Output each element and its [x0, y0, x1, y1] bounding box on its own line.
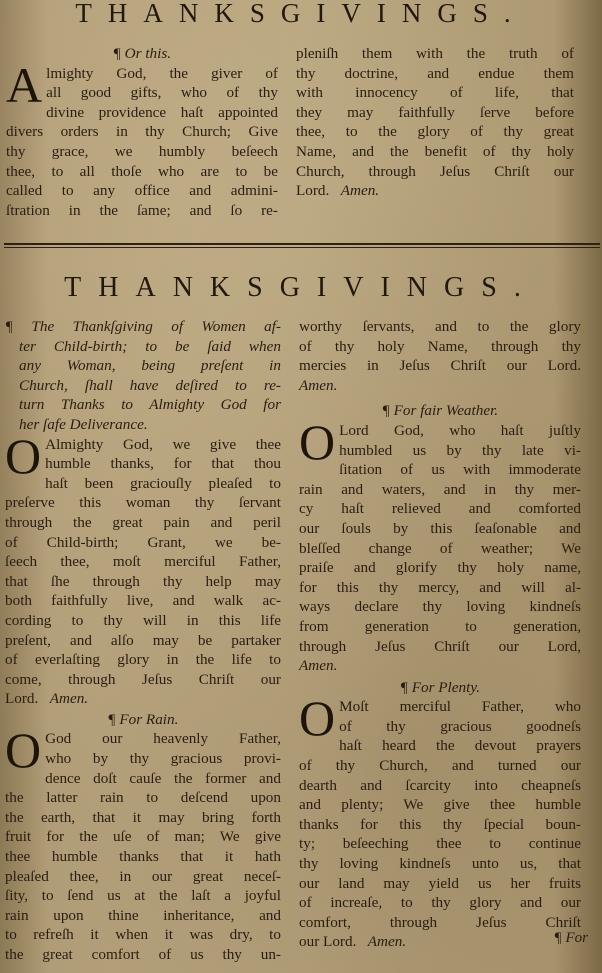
prayer-line: haſt been graciouſly pleaſed to: [45, 474, 281, 492]
section-divider-thin: [4, 247, 600, 248]
prayer-line: thanks for this thy ſpecial boun-: [299, 815, 581, 833]
prayer-end-text: our Lord.: [299, 933, 357, 951]
prayer-line: preſent, and alſo may be partaker: [5, 631, 281, 649]
amen: Amen.: [299, 376, 338, 394]
prayer-line: from generation to generation,: [299, 617, 581, 635]
prayer-line: to refreſh it when it was dry, to: [5, 926, 281, 944]
prayer-end-text: Lord.: [5, 690, 39, 708]
prayer-line: cy haſt relieved and comforted: [299, 500, 581, 518]
prayer-end-line: [5, 689, 281, 709]
prayer-line: the great comfort of us thy un-: [5, 946, 281, 963]
catchword: ¶ For: [553, 930, 588, 946]
prayer-line: of everlaſting glory in the life to: [5, 651, 281, 669]
prayer-line: called to any office and admini-: [6, 182, 278, 200]
rubric-women-line: Church, ſhall have deſired to re-: [19, 376, 281, 394]
prayer-line: and plenty; We give thee humble: [299, 796, 581, 814]
prayer-line: through the great pain and peril: [5, 513, 281, 531]
lower-column-left: [5, 317, 281, 965]
amen: Amen.: [49, 690, 89, 708]
prayer-line: God our heavenly Father,: [45, 730, 281, 748]
prayer-end-line: [299, 932, 581, 952]
prayer-line: divers orders in thy Church; Give: [6, 123, 278, 141]
prayer-line: fruit for the uſe of man; We give: [5, 828, 281, 846]
drop-cap: O: [5, 722, 42, 779]
prayer-line: divine providence haſt appointed: [46, 103, 278, 121]
prayer-line: dearth and ſcarcity into cheapneſs: [299, 776, 581, 794]
section-or-this-column-right: [296, 44, 574, 201]
prayer-line: pleniſh them with the truth of: [296, 45, 574, 62]
prayer-line: haſt heard the devout prayers: [339, 737, 581, 755]
prayer-line: praiſe and glorify thy holy name,: [299, 559, 581, 577]
prayer-line: Lord God, who haſt juſtly: [339, 421, 581, 439]
rubric-women-line: ¶ The Thankſgiving of Women af-: [5, 318, 281, 335]
rubric-women-line: turn Thanks to Almighty God for: [19, 396, 281, 414]
prayer-line: preſerve this woman thy ſervant: [5, 494, 281, 512]
drop-cap: O: [299, 413, 336, 470]
prayer-line: mercies in Jeſus Chriſt our Lord.: [299, 357, 581, 375]
section-divider: [4, 243, 600, 245]
prayer-line: Almighty God, we give thee: [45, 435, 281, 453]
rubric-rain: ¶ For Rain.: [107, 710, 179, 728]
prayer-line: of thy holy Name, through thy: [299, 337, 581, 355]
prayer-line: that ſhe through thy help may: [5, 572, 281, 590]
prayer-end-line: [296, 181, 574, 201]
prayer-line: the latter rain to deſcend upon: [5, 789, 281, 807]
prayer-line: the earth, that it may bring forth: [5, 808, 281, 826]
rubric-plenty: ¶ For Plenty.: [399, 678, 481, 696]
lower-column-right: [299, 317, 581, 952]
drop-cap: A: [6, 56, 43, 113]
prayer-line: cording to thy will in this life: [5, 611, 281, 629]
prayer-line: dence doſt cauſe the former and: [45, 769, 281, 787]
prayer-line: humbled us by thy late vi-: [339, 441, 581, 459]
rubric-women-line: her ſafe Deliverance.: [19, 415, 148, 433]
prayer-line: ways declare thy loving kindneſs: [299, 598, 581, 616]
prayer-line: ſitation of us with immoderate: [339, 461, 581, 479]
prayer-line: our ſouls by this ſeaſonable and: [299, 519, 581, 537]
prayer-line: ſtration in the ſame; and ſo re-: [6, 201, 278, 219]
prayer-line: ty; beſeeching thee to continue: [299, 835, 581, 853]
prayer-line: thee humble thanks that it hath: [5, 848, 281, 866]
prayer-line: thy loving kindneſs unto us, that: [299, 855, 581, 873]
page-heading-mid: THANKSGIVINGS.: [64, 272, 538, 303]
prayer-line: of thy Church, and turned our: [299, 757, 581, 775]
rubric-fair-weather: ¶ For fair Weather.: [381, 402, 499, 420]
prayer-line: through Jeſus Chriſt our Lord,: [299, 637, 581, 655]
amen: Amen.: [299, 657, 338, 675]
prayer-line: Moſt merciful Father, who: [339, 698, 581, 716]
prayer-line: humble thanks, for that thou: [45, 455, 281, 473]
amen: Amen.: [340, 182, 380, 200]
prayer-line: with innocency of life, that: [296, 84, 574, 102]
prayer-line: both faithfully live, and walk ac-: [5, 592, 281, 610]
prayer-line: thy grace, we humbly beſeech: [6, 142, 278, 160]
prayer-line: all good gifts, who of thy: [46, 84, 278, 102]
rubric-women-line: any Woman, being preſent in: [19, 357, 281, 375]
drop-cap: O: [5, 427, 42, 484]
prayer-line: thee, to the glory of thy great: [296, 123, 574, 141]
prayer-line: of increaſe, to thy glory and our: [299, 894, 581, 912]
prayer-line: comfort, through Jeſus Chriſt: [299, 913, 581, 931]
rubric-women-line: ter Child-birth; to be ſaid when: [19, 337, 281, 355]
amen: Amen.: [367, 933, 407, 951]
prayer-line: our land may yield us her fruits: [299, 874, 581, 892]
prayer-line: rain and waters, and in thy mer-: [299, 480, 581, 498]
prayer-line: of Child-birth; Grant, we be-: [5, 533, 281, 551]
prayer-line: pleaſed thee, in our great neceſ-: [5, 867, 281, 885]
prayer-line: ſeech thee, moſt merciful Father,: [5, 553, 281, 571]
prayer-line: worthy ſervants, and to the glory: [299, 318, 581, 335]
prayer-line: thy doctrine, and endue them: [296, 64, 574, 82]
rubric-or-this: ¶ Or this.: [112, 45, 172, 62]
prayer-line: bleſſed change of weather; We: [299, 539, 581, 557]
prayer-line: who by thy gracious provi-: [45, 750, 281, 768]
page-heading-top: THANKSGIVINGS.: [75, 0, 527, 28]
drop-cap: O: [299, 690, 336, 747]
prayer-line: thee, to all thoſe who are to be: [6, 162, 278, 180]
prayer-line: ſity, to ſend us at the laſt a joyful: [5, 887, 281, 905]
prayer-end-text: Lord.: [296, 182, 330, 200]
prayer-line: rain upon thine inheritance, and: [5, 906, 281, 924]
prayer-line: come, through Jeſus Chriſt our: [5, 670, 281, 688]
prayer-line: Name, and the benefit of thy holy: [296, 142, 574, 160]
prayer-line: Church, through Jeſus Chriſt our: [296, 162, 574, 180]
prayer-line: of thy gracious goodneſs: [339, 717, 581, 735]
prayer-line: for this thy mercy, and will al-: [299, 578, 581, 596]
prayer-line: lmighty God, the giver of: [46, 64, 278, 82]
section-or-this-column-left: [6, 44, 278, 220]
prayer-line: they may faithfully ſerve before: [296, 103, 574, 121]
